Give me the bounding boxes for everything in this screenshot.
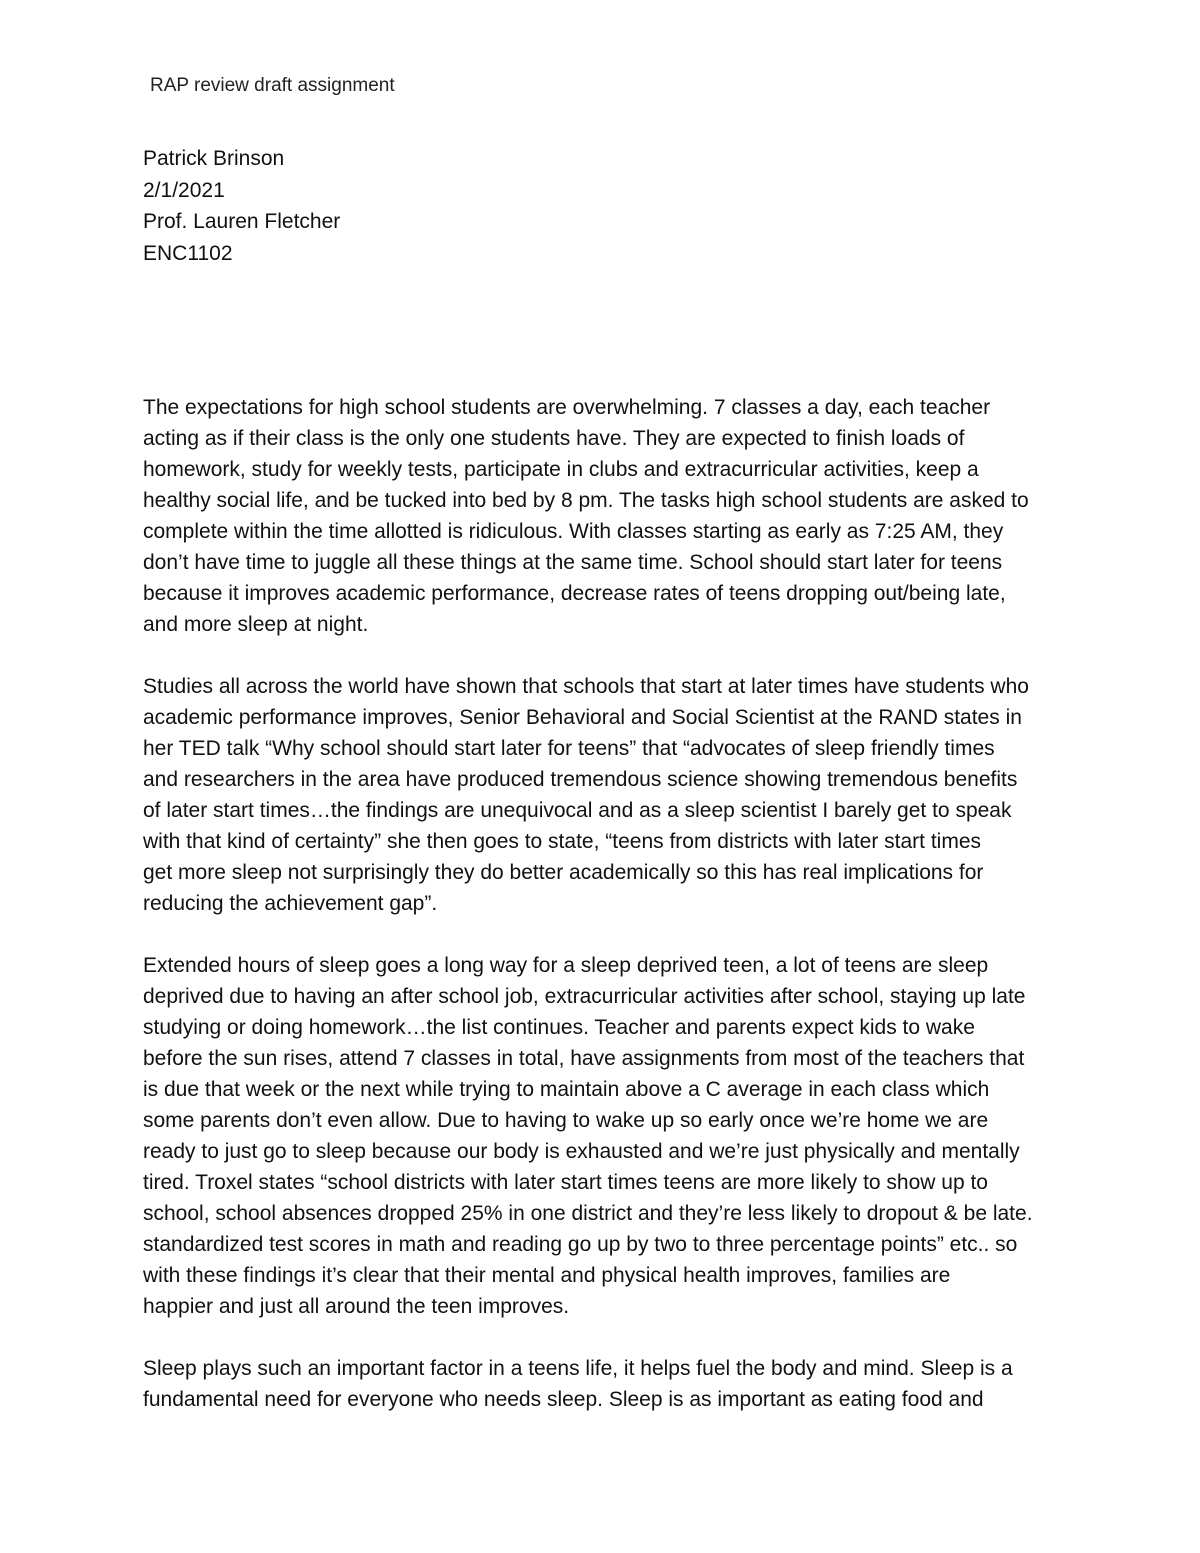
text-line: Studies all across the world have shown that schools that start at later times have students who [143,675,1029,698]
document-header: RAP review draft assignment [150,75,395,96]
text-line: of later start times…the findings are unequivocal and as a sleep scientist I barely get to speak [143,799,1012,822]
paragraph [143,392,1073,640]
text-line: ready to just go to sleep because our body is exhausted and we’re just physically and mentally [143,1140,1020,1163]
text-line: academic performance improves, Senior Behavioral and Social Scientist at the RAND states in [143,706,1022,729]
text-line: before the sun rises, attend 7 classes in total, have assignments from most of the teachers that [143,1047,1025,1070]
date: 2/1/2021 [143,178,225,202]
author-name: Patrick Brinson [143,147,285,170]
text-line: and more sleep at night. [143,613,369,636]
document-body [143,392,1073,1446]
text-line: studying or doing homework…the list continues. Teacher and parents expect kids to wake [143,1016,975,1039]
text-line: her TED talk “Why school should start later for teens” that “advocates of sleep friendly times [143,737,995,760]
text-line: with these findings it’s clear that their mental and physical health improves, families are [143,1264,951,1287]
paragraph [143,1353,1073,1415]
text-line: Sleep plays such an important factor in a teens life, it helps fuel the body and mind. Sleep is a [143,1357,1013,1380]
text-line: and researchers in the area have produced tremendous science showing tremendous benefits [143,768,1018,791]
text-line: acting as if their class is the only one students have. They are expected to finish loads of [143,427,965,450]
course-code: ENC1102 [143,241,233,265]
text-line: fundamental need for everyone who needs sleep. Sleep is as important as eating food and [143,1388,984,1411]
text-line: is due that week or the next while trying to maintain above a C average in each class which [143,1078,990,1101]
text-line: happier and just all around the teen improves. [143,1295,570,1318]
text-line: don’t have time to juggle all these things at the same time. School should start later for teens [143,551,1003,574]
text-line: because it improves academic performance, decrease rates of teens dropping out/being late, [143,582,1006,605]
author-info-block [143,143,340,269]
paragraph [143,950,1073,1322]
text-line: complete within the time allotted is ridiculous. With classes starting as early as 7:25 AM, they [143,520,1004,543]
text-line: deprived due to having an after school job, extracurricular activities after school, staying up late [143,985,1026,1008]
text-line: The expectations for high school students are overwhelming. 7 classes a day, each teacher [143,396,991,419]
text-line: healthy social life, and be tucked into bed by 8 pm. The tasks high school students are asked to [143,489,1029,512]
text-line: homework, study for weekly tests, participate in clubs and extracurricular activities, keep a [143,458,979,481]
text-line: school, school absences dropped 25% in one district and they’re less likely to dropout & be late. [143,1202,1033,1225]
text-line: reducing the achievement gap”. [143,892,438,915]
text-line: tired. Troxel states “school districts with later start times teens are more likely to show up to [143,1171,988,1194]
professor-name: Prof. Lauren Fletcher [143,210,341,233]
text-line: with that kind of certainty” she then goes to state, “teens from districts with later start times [143,830,982,853]
paragraph [143,671,1073,919]
text-line: standardized test scores in math and reading go up by two to three percentage points” etc.. so [143,1233,1018,1256]
text-line: Extended hours of sleep goes a long way for a sleep deprived teen, a lot of teens are sleep [143,954,989,977]
text-line: get more sleep not surprisingly they do better academically so this has real implications for [143,861,984,884]
text-line: some parents don’t even allow. Due to having to wake up so early once we’re home we are [143,1109,989,1132]
